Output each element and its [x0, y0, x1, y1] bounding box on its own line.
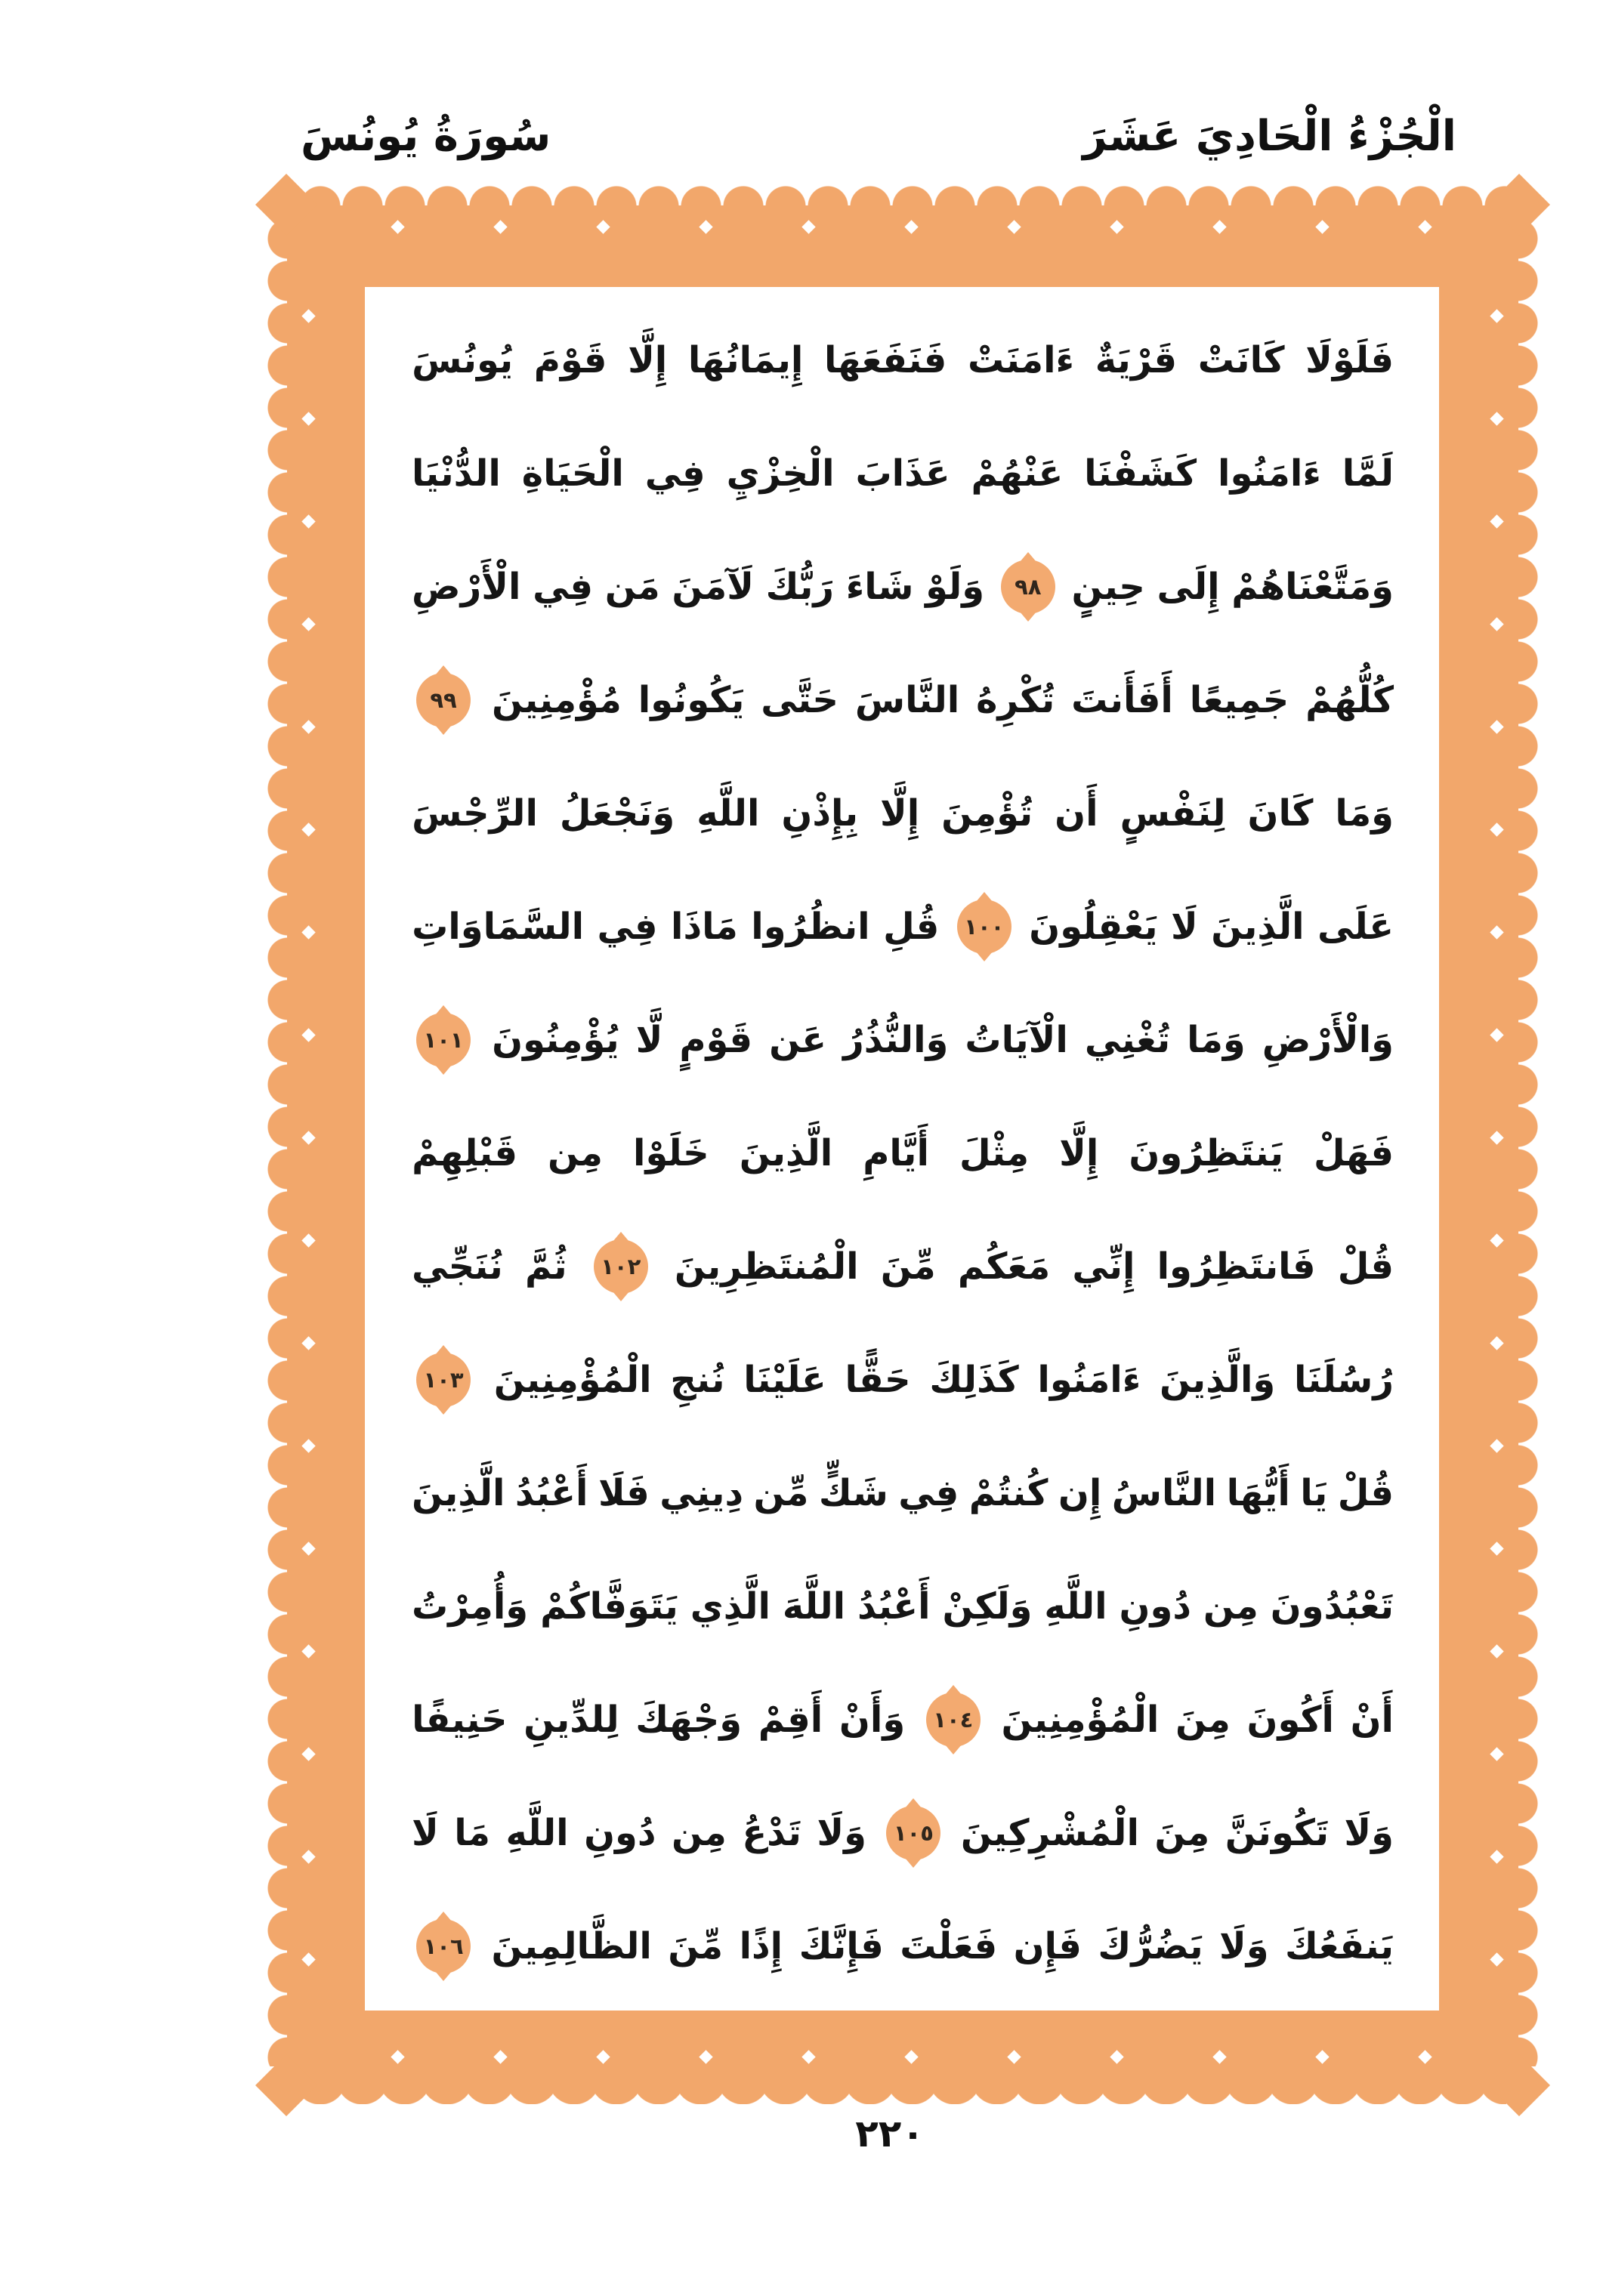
quran-word: قَوْمٍ [679, 1019, 753, 1061]
frame-star-notch [596, 220, 610, 233]
quran-word: السَّمَاوَاتِ [412, 906, 585, 948]
quran-word: إِلَّا [628, 339, 668, 381]
frame-star-notch [1007, 2050, 1021, 2063]
quran-word: يَنفَعُكَ [1285, 1925, 1394, 1967]
quran-word: فَلَا [598, 1472, 650, 1514]
quran-word: أَعْبُدُ [857, 1585, 931, 1628]
frame-corner-ornament [255, 174, 317, 236]
quran-word: أَقِمْ [758, 1699, 823, 1741]
quran-word: وَلَا [1344, 1812, 1394, 1854]
quran-word: قَبْلِهِمْ [412, 1132, 518, 1174]
frame-star-notch [301, 925, 315, 939]
quran-line [412, 304, 1394, 417]
quran-word: اللَّهِ [696, 792, 760, 835]
quran-word: إِلَى [1157, 566, 1220, 608]
quran-word: ءَامَنَتْ [967, 339, 1075, 381]
surah-name-header: سُورَةُ يُونُسَ [301, 112, 551, 161]
ayah-marker: ٩٨ [1001, 560, 1055, 614]
quran-word: الَّذِينَ [1211, 906, 1305, 948]
quran-line [412, 1890, 1394, 2003]
quran-word: وَأَنْ [839, 1699, 906, 1741]
frame-star-notch [801, 220, 815, 233]
quran-word: نُنَجِّي [412, 1245, 503, 1288]
quran-word: تُكْرِهُ [976, 679, 1055, 721]
quran-word: النَّاسَ [854, 679, 960, 721]
frame-scallop-bottom [299, 2078, 1506, 2104]
quran-line [412, 1097, 1394, 1210]
quran-line [412, 1323, 1394, 1437]
ayah-marker: ١٠٥ [886, 1806, 940, 1860]
quran-word: وَلَوْ [925, 566, 985, 608]
frame-star-notch [1110, 220, 1123, 233]
quran-word: دُونِ [1119, 1585, 1191, 1628]
frame-star-notch [1315, 2050, 1329, 2063]
quran-word: تَعْبُدُونَ [1270, 1585, 1394, 1628]
quran-word: الَّذِينَ [739, 1132, 833, 1174]
quran-word: مَعَكُم [957, 1245, 1051, 1288]
quran-word: لَمَّا [1342, 452, 1394, 495]
quran-word: إِيمَانُهَا [687, 339, 804, 381]
quran-word: شَاءَ [845, 566, 914, 608]
quran-word: يَضُرُّكَ [1098, 1925, 1203, 1967]
frame-star-notch [1490, 1028, 1503, 1042]
frame-star-notch [301, 1336, 315, 1350]
quran-word: رُسُلَنَا [1293, 1359, 1394, 1401]
quran-word: الْأَرْضِ [412, 566, 521, 608]
quran-word: يَنتَظِرُونَ [1129, 1132, 1283, 1174]
quran-line [412, 1210, 1394, 1323]
quran-word: مِّنَ [668, 1925, 724, 1967]
ayah-marker: ١٠٦ [416, 1919, 471, 1974]
quran-word: لِنَفْسٍ [1120, 792, 1226, 835]
frame-star-notch [1490, 822, 1503, 836]
frame-star-notch [1490, 412, 1503, 425]
frame-star-notch [493, 2050, 507, 2063]
frame-star-notch [699, 220, 712, 233]
quran-word: عَذَابَ [855, 452, 950, 495]
quran-word: دُونِ [584, 1812, 656, 1854]
quran-word: أَكُونَ [1246, 1699, 1334, 1741]
quran-word: مِثْلَ [959, 1132, 1030, 1174]
quran-word: قَوْمَ [533, 339, 607, 381]
quran-word: حِينٍ [1071, 566, 1145, 608]
frame-star-notch [1418, 2050, 1432, 2063]
quran-word: ثُمَّ [524, 1245, 567, 1288]
quran-word: أَنْ [1350, 1699, 1394, 1741]
frame-star-notch [301, 1131, 315, 1144]
quran-word: أَيُّهَا [1226, 1472, 1290, 1514]
quran-word: يُؤْمِنُونَ [492, 1019, 619, 1061]
quran-word: يَا [1300, 1472, 1328, 1514]
quran-word: لَا [1171, 906, 1198, 948]
frame-star-notch [301, 1850, 315, 1863]
quran-word: وَمَا [1187, 1019, 1246, 1061]
frame-star-notch [301, 1644, 315, 1658]
quran-word: لَّا [635, 1019, 663, 1061]
quran-word: وَأُمِرْتُ [412, 1585, 529, 1628]
frame-star-notch [1490, 617, 1503, 631]
quran-word: فِي [898, 1472, 959, 1514]
frame-star-notch [904, 2050, 918, 2063]
decorative-border-frame [287, 205, 1518, 2078]
quran-line [412, 983, 1394, 1097]
quran-line [412, 757, 1394, 870]
frame-star-notch [1490, 514, 1503, 528]
ayah-marker: ١٠٣ [416, 1353, 471, 1407]
quran-word: اللَّهَ [782, 1585, 846, 1628]
quran-word: لِلدِّينِ [523, 1699, 619, 1741]
frame-star-notch [301, 1439, 315, 1452]
quran-word: وَلَا [1219, 1925, 1269, 1967]
frame-star-notch [1490, 1131, 1503, 1144]
frame-star-notch [699, 2050, 712, 2063]
quran-word: فَإِنَّكَ [798, 1925, 884, 1967]
quran-word: خَلَوْا [633, 1132, 709, 1174]
quran-word: الْحَيَاةِ [521, 452, 624, 495]
quran-word: الْمُؤْمِنِينَ [1001, 1699, 1160, 1741]
quran-line [412, 870, 1394, 983]
quran-word: قَرْيَةٌ [1095, 339, 1178, 381]
quran-word: إِلَّا [1059, 1132, 1099, 1174]
quran-word: وَمَا [1335, 792, 1394, 835]
quran-word: أَعْبُدُ [514, 1472, 588, 1514]
frame-star-notch [596, 2050, 610, 2063]
frame-star-notch [1490, 309, 1503, 322]
frame-star-notch [1490, 1850, 1503, 1863]
ayah-marker: ١٠٤ [926, 1693, 981, 1747]
quran-word: كُلُّهُمْ [1305, 679, 1394, 721]
quran-word: جَمِيعًا [1189, 679, 1289, 721]
quran-word: مِن [671, 1812, 727, 1854]
quran-word: الدُّنْيَا [412, 452, 501, 495]
quran-word: مَن [604, 566, 660, 608]
quran-line [412, 530, 1394, 643]
quran-word: اللَّهِ [505, 1812, 569, 1854]
frame-star-notch [301, 514, 315, 528]
frame-star-notch [301, 822, 315, 836]
quran-word: فَهَلْ [1314, 1132, 1394, 1174]
quran-word: الَّذِي [690, 1585, 771, 1628]
frame-star-notch [1490, 1541, 1503, 1555]
frame-corner-ornament [1488, 2054, 1550, 2116]
quran-word: كُنتُمْ [968, 1472, 1049, 1514]
quran-word: إِلَّا [880, 792, 920, 835]
frame-corner-ornament [1488, 174, 1550, 236]
ayah-marker: ١٠٠ [957, 900, 1011, 954]
quran-word: إِنِّي [1072, 1245, 1135, 1288]
frame-star-notch [1418, 220, 1432, 233]
quran-line [412, 643, 1394, 757]
quran-word: وَالَّذِينَ [1159, 1359, 1276, 1401]
quran-word: عَنْهُمْ [971, 452, 1064, 495]
frame-corner-ornament [255, 2054, 317, 2116]
frame-scallop-right [1518, 218, 1538, 2066]
frame-star-notch [904, 220, 918, 233]
quran-word: مِّن [753, 1472, 809, 1514]
frame-star-notch [1315, 220, 1329, 233]
quran-word: اللَّهِ [1044, 1585, 1107, 1628]
frame-star-notch [1490, 925, 1503, 939]
quran-word: كَذَلِكَ [929, 1359, 1019, 1401]
quran-word: عَن [769, 1019, 827, 1061]
quran-word: عَلَيْنَا [743, 1359, 826, 1401]
quran-text-block [412, 304, 1394, 2003]
frame-star-notch [301, 1028, 315, 1042]
quran-word: وَلَا [817, 1812, 866, 1854]
quran-word: أَن [1055, 792, 1098, 835]
quran-line [412, 1437, 1394, 1550]
quran-word: النَّاسُ [1111, 1472, 1217, 1514]
frame-star-notch [391, 2050, 404, 2063]
frame-star-notch [1490, 1747, 1503, 1761]
frame-star-notch [1490, 1644, 1503, 1658]
page-text-area [365, 287, 1439, 2011]
frame-star-notch [301, 617, 315, 631]
frame-star-notch [1490, 1233, 1503, 1247]
quran-word: يَتَوَفَّاكُمْ [540, 1585, 678, 1628]
quran-word: لَا [412, 1812, 439, 1854]
frame-star-notch [1490, 1439, 1503, 1452]
quran-word: الرِّجْسَ [412, 792, 538, 835]
quran-word: مِن [1203, 1585, 1259, 1628]
frame-star-notch [1490, 1952, 1503, 1966]
quran-word: يَعْقِلُونَ [1029, 906, 1158, 948]
quran-word: يَكُونُوا [638, 679, 745, 721]
quran-word: الظَّالِمِينَ [491, 1925, 652, 1967]
quran-word: نُنجِ [670, 1359, 725, 1401]
quran-word: عَلَى [1317, 906, 1394, 948]
quran-word: حَنِيفًا [412, 1699, 508, 1741]
quran-word: مَا [454, 1812, 490, 1854]
frame-star-notch [301, 720, 315, 733]
quran-word: وَمَتَّعْنَاهُمْ [1231, 566, 1394, 608]
frame-star-notch [391, 220, 404, 233]
page-number: ٢٢٠ [855, 2112, 925, 2156]
quran-word: فَإِن [1013, 1925, 1082, 1967]
frame-scallop-left [267, 218, 288, 2066]
quran-word: فِي [597, 906, 658, 948]
quran-word: تُؤْمِنَ [941, 792, 1033, 835]
quran-word: تُغْنِي [1084, 1019, 1171, 1061]
quran-line [412, 1776, 1394, 1890]
quran-word: ءَامَنُوا [1218, 452, 1321, 495]
quran-word: وَلَكِنْ [942, 1585, 1033, 1628]
quran-word: قُلِ [883, 906, 940, 948]
quran-word: شَكٍّ [818, 1472, 888, 1514]
ayah-marker: ٩٩ [416, 673, 471, 727]
quran-word: أَيَّامِ [863, 1132, 929, 1174]
quran-word: الْآيَاتُ [965, 1019, 1068, 1061]
quran-word: دِينِي [659, 1472, 744, 1514]
quran-word: إِذًا [739, 1925, 783, 1967]
quran-word: أَفَأَنتَ [1071, 679, 1173, 721]
frame-star-notch [1110, 2050, 1123, 2063]
quran-word: الْمُؤْمِنِينَ [493, 1359, 652, 1401]
quran-word: فَانتَظِرُوا [1157, 1245, 1316, 1288]
quran-word: حَتَّى [761, 679, 839, 721]
quran-word: رَبُّكَ [765, 566, 835, 608]
ayah-marker: ١٠١ [416, 1013, 471, 1067]
quran-word: فِي [533, 566, 594, 608]
frame-star-notch [1007, 220, 1021, 233]
ayah-marker: ١٠٢ [594, 1239, 648, 1294]
frame-star-notch [1490, 720, 1503, 733]
quran-word: مِن [548, 1132, 603, 1174]
frame-star-notch [1490, 1336, 1503, 1350]
frame-star-notch [1212, 220, 1226, 233]
juz-header: الْجُزْءُ الْحَادِيَ عَشَرَ [1083, 112, 1456, 161]
quran-word: قُلْ [1337, 1472, 1394, 1514]
frame-star-notch [301, 1541, 315, 1555]
quran-word: الْمُنتَظِرِينَ [674, 1245, 859, 1288]
quran-word: فِي [644, 452, 706, 495]
quran-word: تَكُونَنَّ [1225, 1812, 1329, 1854]
quran-word: الْخِزْيِ [726, 452, 835, 495]
quran-word: كَشَفْنَا [1084, 452, 1197, 495]
quran-word: وَنَجْعَلُ [559, 792, 675, 835]
quran-word: قُلْ [1337, 1245, 1394, 1288]
quran-word: تَدْعُ [742, 1812, 801, 1854]
quran-word: ءَامَنُوا [1037, 1359, 1141, 1401]
quran-word: إِن [1058, 1472, 1102, 1514]
quran-word: مِّنَ [880, 1245, 936, 1288]
quran-line [412, 417, 1394, 530]
quran-word: كَانَ [1247, 792, 1314, 835]
quran-word: انظُرُوا [751, 906, 870, 948]
quran-word: لَآمَنَ [672, 566, 754, 608]
quran-word: يُونُسَ [412, 339, 514, 381]
quran-word: فَلَوْلَا [1305, 339, 1394, 381]
frame-star-notch [1212, 2050, 1226, 2063]
quran-word: مُؤْمِنِينَ [491, 679, 622, 721]
quran-word: وَجْهَكَ [635, 1699, 743, 1741]
quran-line [412, 1550, 1394, 1663]
quran-word: فَعَلْتَ [900, 1925, 998, 1967]
frame-star-notch [301, 412, 315, 425]
quran-word: مَاذَا [670, 906, 738, 948]
frame-star-notch [301, 309, 315, 322]
quran-word: كَانَتْ [1197, 339, 1285, 381]
frame-star-notch [301, 1747, 315, 1761]
quran-word: حَقًّا [845, 1359, 911, 1401]
quran-word: فَنَفَعَهَا [823, 339, 947, 381]
quran-word: الَّذِينَ [412, 1472, 505, 1514]
frame-star-notch [301, 1233, 315, 1247]
frame-star-notch [301, 1952, 315, 1966]
quran-word: وَالنُّذُرُ [843, 1019, 949, 1061]
quran-word: بِإِذْنِ [781, 792, 859, 835]
frame-star-notch [493, 220, 507, 233]
quran-word: وَالْأَرْضِ [1262, 1019, 1394, 1061]
frame-scallop-top [299, 186, 1506, 206]
quran-word: الْمُشْرِكِينَ [960, 1812, 1139, 1854]
quran-word: مِنَ [1175, 1699, 1231, 1741]
quran-word: مِنَ [1154, 1812, 1210, 1854]
frame-star-notch [801, 2050, 815, 2063]
quran-line [412, 1663, 1394, 1776]
